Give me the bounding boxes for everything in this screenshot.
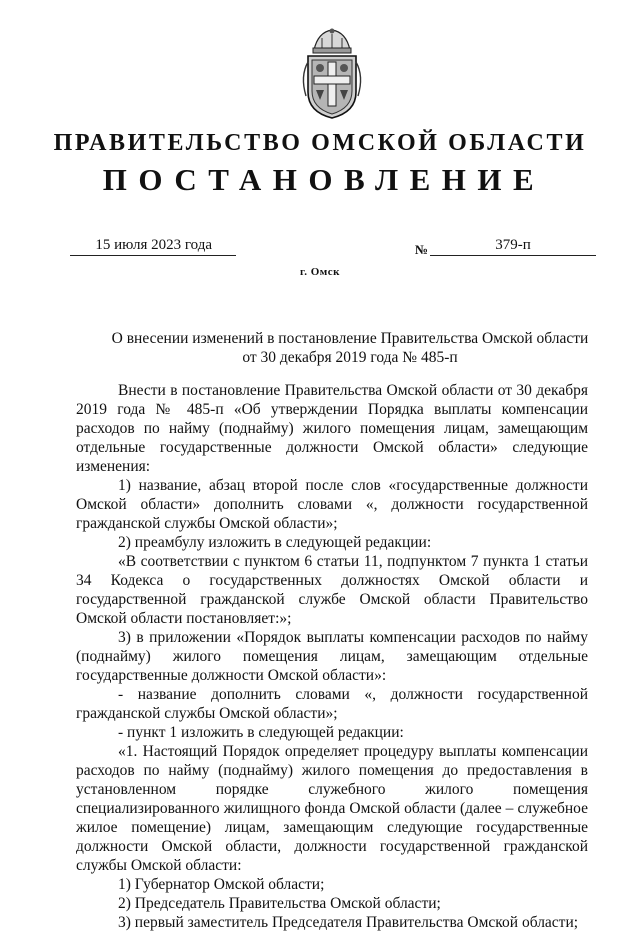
paragraph-point-1-text: «1. Настоящий Порядок определяет процедуру выплаты компенсации расходов по найму (поднайму) жилого помещения до предоставления в установленном порядке служебного жилого помещения специализированного жилищного фонда Омской области (далее – служебное жилое помещение) лицам, замещающим следующие государственные должности Омской области, должности государственной гражданской службы Омской области: <box>76 743 588 874</box>
paragraph-intro: Внести в постановление Правительства Омской области от 30 декабря 2019 года № 485-п «Об утверждении Порядка выплаты компенсации расходов по найму (поднайму) жилого помещения лицам, замещающим отдельные государственные должности Омской области» следующие изменения: <box>76 382 588 475</box>
coat-of-arms-emblem <box>296 26 368 120</box>
subject-line-1: О внесении изменений в постановление Правительства Омской области <box>111 330 589 347</box>
subject-line-2: от 30 декабря 2019 года № 485-п <box>242 349 458 366</box>
list-item-governor: 1) Губернатор Омской области; <box>118 876 325 893</box>
list-item-chairman: 2) Председатель Правительства Омской области; <box>118 895 441 912</box>
paragraph-point-1-change: - пункт 1 изложить в следующей редакции: <box>118 724 404 741</box>
paragraph-title-change: - название дополнить словами «, должности государственной гражданской службы Омской области»; <box>76 686 588 722</box>
paragraph-item-3: 3) в приложении «Порядок выплаты компенсации расходов по найму (поднайму) жилого помещения лицам, замещающим отдельные государственные должности Омской области»: <box>76 629 588 684</box>
list-item-first-deputy: 3) первый заместитель Председателя Правительства Омской области; <box>118 914 579 931</box>
document-subject <box>60 329 640 367</box>
document-city: г. Омск <box>299 266 341 278</box>
document-number: 379-п <box>430 236 596 256</box>
document-date: 15 июля 2023 года <box>70 236 236 256</box>
paragraph-preamble-text: «В соответствии с пунктом 6 статьи 11, подпунктом 7 пункта 1 статьи 34 Кодекса о государственных должностях Омской области и государственной гражданской службе Омской области Правительство Омской области постановляет:»; <box>76 553 588 627</box>
paragraph-item-2: 2) преамбулу изложить в следующей редакции: <box>118 534 432 551</box>
paragraph-item-1: 1) название, абзац второй после слов «государственные должности Омской области» дополнить словами «, должности государственной гражданской службы Омской области»; <box>76 477 588 532</box>
document-type-title: ПОСТАНОВЛЕНИЕ <box>102 162 546 197</box>
organization-title: ПРАВИТЕЛЬСТВО ОМСКОЙ ОБЛАСТИ <box>53 130 587 156</box>
number-sign: № <box>415 242 429 257</box>
document-body <box>76 381 588 932</box>
